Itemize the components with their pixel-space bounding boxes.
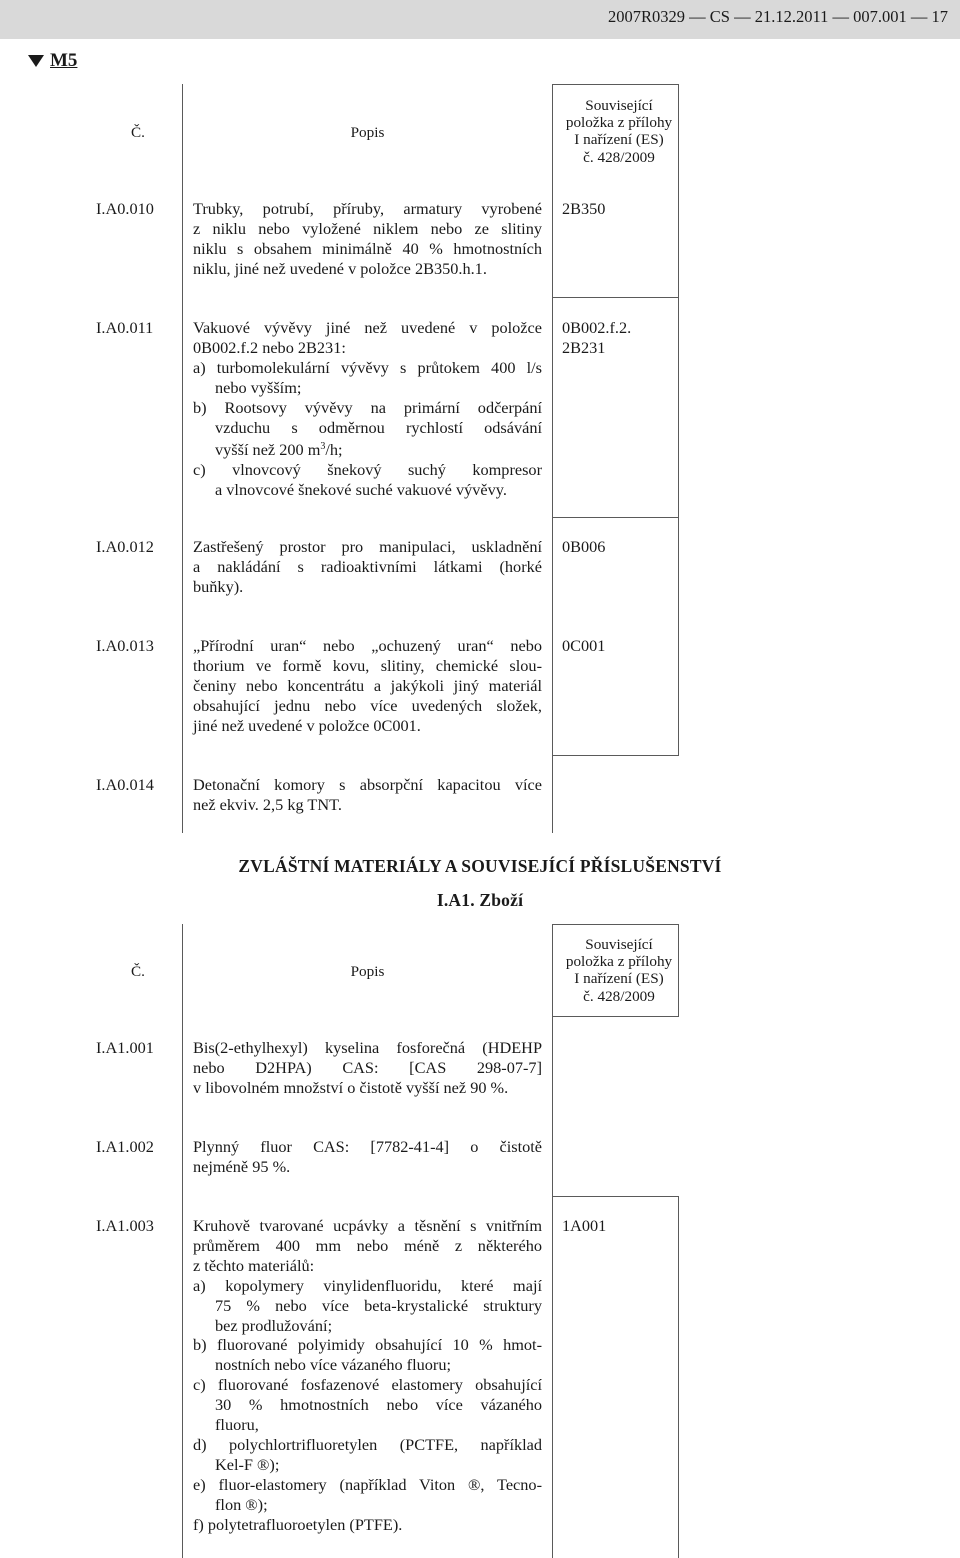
triangle-down-icon bbox=[28, 55, 44, 67]
row-divider bbox=[552, 1196, 679, 1197]
table-row-related: 0B006 bbox=[562, 537, 606, 556]
table-row-description: Kruhově tvarované ucpávky a těsnění s vnitřním průměrem 400 mm nebo méně z některého z těchto materiálů: a) kopolymery vinylidenfluoridu, které mají 75 % nebo více beta-krystalické struktury bez prodlužování; b) fluorované polyimidy obsahující 10 % hmot- nostních nebo více vázaného fluoru; c) fluorované fosfazenové elastomery obsahující 30 % hmotnostních nebo více vázaného fluoru, d) polychlortrifluoretylen (PCTFE, například Kel-F ®); e) fluor-elastomery (například Viton ®, Tecno- flon ®); f) polytetrafluoroetylen (PTFE). bbox=[193, 1216, 542, 1534]
amendment-marker bbox=[28, 50, 77, 72]
row-divider bbox=[552, 84, 679, 85]
table-row-number: I.A1.001 bbox=[96, 1038, 154, 1057]
table-row-description: Vakuové vývěvy jiné než uvedené v položce 0B002.f.2 nebo 2B231: a) turbomolekulární vývěvy s průtokem 400 l/s nebo vyšším; b) Rootsovy vývěvy na primární odčerpání vzduchu s odměrnou rychlostí odsávání vyšší než 200 $m^3/h$; c) vlnovcový šnekový suchý kompresor a vlnovcové šnekové suché vakuové vývěvy. bbox=[193, 318, 542, 500]
amendment-code: M5 bbox=[50, 50, 78, 71]
table-row-number: I.A0.013 bbox=[96, 636, 154, 655]
header-description: Popis bbox=[350, 124, 385, 141]
row-divider bbox=[552, 924, 679, 925]
column-divider bbox=[678, 924, 679, 1017]
row-divider bbox=[552, 1016, 679, 1017]
table-row-description: „Přírodní uran“ nebo „ochuzený uran“ nebo thorium ve formě kovu, slitiny, chemické slou- čeniny nebo koncentrátu a jakýkoli jiný materiál obsahující jednu nebo více uvedených složek, jiné než uvedené v položce 0C001. bbox=[193, 636, 542, 735]
document-reference: 2007R0329 — CS — 21.12.2011 — 007.001 — 17 bbox=[608, 7, 948, 26]
table-row-description: Detonační komory s absorpční kapacitou více než ekviv. 2,5 kg TNT. bbox=[193, 775, 542, 814]
column-divider bbox=[552, 924, 553, 1558]
column-divider bbox=[552, 84, 553, 833]
table-row-description: Bis(2-ethylhexyl) kyselina fosforečná (HDEHP nebo D2HPA) CAS: [CAS 298-07-7] v libovolném množství o čistotě vyšší než 90 %. bbox=[193, 1038, 542, 1097]
table-row-related: 0B002.f.2. 2B231 bbox=[562, 318, 632, 357]
table-row-number: I.A0.012 bbox=[96, 537, 154, 556]
table-row-number: I.A1.003 bbox=[96, 1216, 154, 1235]
table-row-related: 1A001 bbox=[562, 1216, 607, 1235]
row-divider bbox=[552, 755, 679, 756]
row-divider bbox=[552, 517, 679, 518]
header-number: Č. bbox=[131, 124, 145, 141]
header-number: Č. bbox=[131, 963, 145, 980]
table-row-number: I.A0.010 bbox=[96, 199, 154, 218]
table-row-description: Zastřešený prostor pro manipulaci, uskladnění a nakládání s radioaktivními látkami (horké buňky). bbox=[193, 537, 542, 596]
row-divider bbox=[552, 297, 679, 298]
table-row-number: I.A0.014 bbox=[96, 775, 154, 794]
column-divider bbox=[182, 924, 183, 1558]
header-related: Související položka z přílohy I nařízení (ES) č. 428/2009 bbox=[565, 936, 673, 1005]
table-row-number: I.A0.011 bbox=[96, 318, 154, 337]
header-description: Popis bbox=[350, 963, 385, 980]
column-divider bbox=[678, 1196, 679, 1558]
section-title: ZVLÁŠTNÍ MATERIÁLY A SOUVISEJÍCÍ PŘÍSLUŠENSTVÍ bbox=[238, 856, 722, 876]
table-row-related: 2B350 bbox=[562, 199, 606, 218]
table-row-related: 0C001 bbox=[562, 636, 606, 655]
table-row-description: Trubky, potrubí, příruby, armatury vyrobené z niklu nebo vyložené niklem nebo ze slitiny niklu s obsahem minimálně 40 % hmotnostních niklu, jiné než uvedené v položce 2B350.h.1. bbox=[193, 199, 542, 278]
column-divider bbox=[182, 84, 183, 833]
table-row-description: Plynný fluor CAS: [7782-41-4] o čistotě nejméně 95 %. bbox=[193, 1137, 542, 1176]
column-divider bbox=[678, 84, 679, 298]
subsection-title: I.A1. Zboží bbox=[436, 890, 524, 910]
running-header bbox=[0, 0, 960, 39]
header-related: Související položka z přílohy I nařízení (ES) č. 428/2009 bbox=[565, 97, 673, 166]
table-row-number: I.A1.002 bbox=[96, 1137, 154, 1156]
